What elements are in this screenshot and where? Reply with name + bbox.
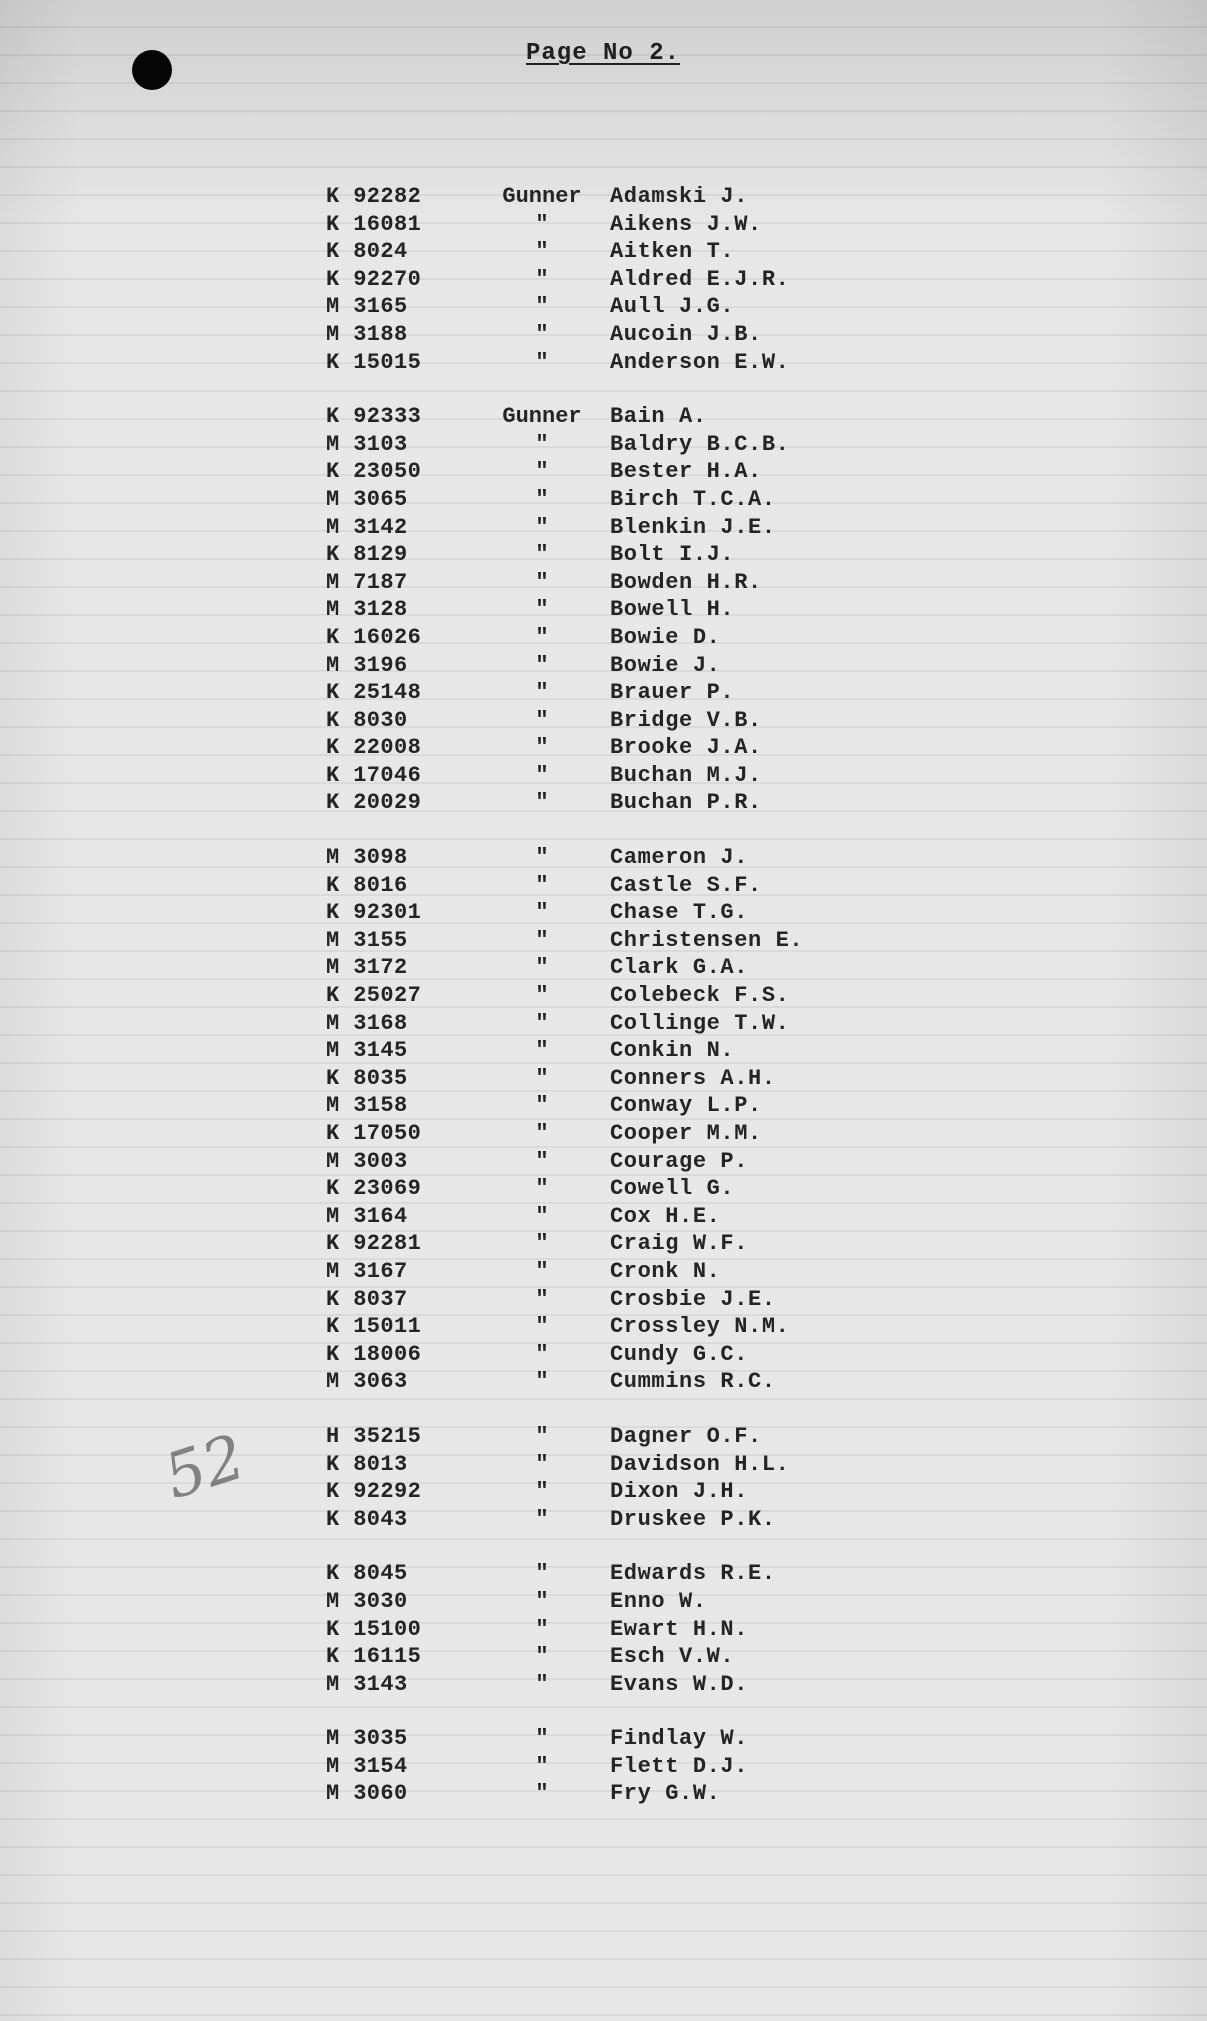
- person-name: Clark G.A.: [610, 955, 749, 981]
- roster-row: [326, 1065, 910, 1093]
- person-name: Buchan M.J.: [610, 762, 762, 788]
- service-number: K 16026: [326, 624, 422, 650]
- roster-row: [326, 982, 910, 1010]
- roster-row: [326, 1423, 910, 1451]
- roster-row: [326, 349, 910, 377]
- roster-row: [326, 1092, 910, 1120]
- roster-row: [326, 624, 910, 652]
- rank: ": [535, 597, 549, 623]
- roster-row: [326, 1313, 910, 1341]
- rank: ": [535, 762, 549, 788]
- rank: ": [535, 1671, 549, 1697]
- person-name: Bowden H.R.: [610, 569, 762, 595]
- service-number: M 3065: [326, 486, 408, 512]
- rank: ": [535, 321, 549, 347]
- rank: ": [535, 983, 549, 1009]
- rank: ": [535, 707, 549, 733]
- service-number: K 92270: [326, 266, 422, 292]
- roster-row: [326, 872, 910, 900]
- service-number: M 3143: [326, 1671, 408, 1697]
- roster-row: [326, 238, 910, 266]
- roster-row: [326, 1148, 910, 1176]
- service-number: K 8030: [326, 707, 408, 733]
- roster-row: [326, 1341, 910, 1369]
- rank: ": [535, 1258, 549, 1284]
- roster-row: [326, 1506, 910, 1534]
- rank: ": [535, 239, 549, 265]
- service-number: K 15011: [326, 1314, 422, 1340]
- punch-hole: [132, 50, 172, 90]
- rank: ": [535, 211, 549, 237]
- person-name: Anderson E.W.: [610, 349, 790, 375]
- roster-row: [326, 1368, 910, 1396]
- rank: ": [535, 1506, 549, 1532]
- service-number: K 17050: [326, 1121, 422, 1146]
- handwritten-margin-note: 52: [155, 1419, 254, 1514]
- rank: ": [535, 1561, 549, 1587]
- person-name: Aucoin J.B.: [610, 321, 762, 347]
- service-number: M 3158: [326, 1093, 408, 1119]
- person-name: Davidson H.L.: [610, 1451, 790, 1477]
- person-name: Flett D.J.: [610, 1753, 749, 1779]
- person-name: Chase T.G.: [610, 900, 749, 926]
- roster-row: [326, 403, 910, 431]
- rank: ": [535, 845, 549, 871]
- service-number: K 15100: [326, 1616, 422, 1642]
- roster-row: [326, 321, 910, 349]
- roster-row: [326, 1175, 910, 1203]
- service-number: M 3103: [326, 431, 408, 457]
- roster-row: [326, 734, 910, 762]
- rank: ": [535, 872, 549, 898]
- person-name: Craig W.F.: [610, 1231, 749, 1257]
- roster-row: [326, 1588, 910, 1616]
- roster-row: [326, 458, 910, 486]
- person-name: Cox H.E.: [610, 1203, 721, 1229]
- service-number: K 8024: [326, 239, 408, 265]
- page-title: Page No 2.: [526, 40, 681, 67]
- rank: ": [535, 431, 549, 457]
- person-name: Crossley N.M.: [610, 1314, 790, 1340]
- service-number: K 17046: [326, 762, 422, 788]
- person-name: Brauer P.: [610, 680, 735, 706]
- person-name: Conway L.P.: [610, 1093, 762, 1119]
- rank: ": [535, 735, 549, 761]
- rank: ": [535, 900, 549, 926]
- roster-row: [326, 183, 910, 211]
- rank: ": [535, 1286, 549, 1312]
- person-name: Enno W.: [610, 1588, 707, 1614]
- rank: ": [535, 1176, 549, 1202]
- person-name: Dagner O.F.: [610, 1423, 762, 1449]
- service-number: K 8035: [326, 1065, 408, 1091]
- service-number: M 3060: [326, 1781, 408, 1807]
- roster-row: [326, 1780, 910, 1808]
- rank: ": [535, 459, 549, 485]
- roster-row: [326, 1258, 910, 1286]
- service-number: K 8129: [326, 542, 408, 568]
- service-number: M 3142: [326, 514, 408, 540]
- rank: ": [535, 1203, 549, 1229]
- roster-row: [326, 1616, 910, 1644]
- rank: ": [535, 927, 549, 953]
- rank: ": [535, 1423, 549, 1449]
- roster-row: [326, 596, 910, 624]
- service-number: K 25027: [326, 983, 422, 1009]
- rank: ": [535, 955, 549, 981]
- rank: ": [535, 1341, 549, 1367]
- personnel-roster: [326, 183, 910, 1808]
- person-name: Christensen E.: [610, 927, 804, 953]
- person-name: Baldry B.C.B.: [610, 431, 790, 457]
- person-name: Cummins R.C.: [610, 1369, 776, 1395]
- rank: ": [535, 486, 549, 512]
- roster-row: [326, 211, 910, 239]
- rank: Gunner: [502, 184, 582, 209]
- service-number: K 25148: [326, 680, 422, 706]
- roster-row: [326, 1725, 910, 1753]
- person-name: Bowie D.: [610, 624, 721, 650]
- service-number: K 20029: [326, 790, 422, 816]
- rank: ": [535, 1644, 549, 1670]
- person-name: Aull J.G.: [610, 294, 735, 320]
- roster-row: [326, 1478, 910, 1506]
- service-number: M 3145: [326, 1038, 408, 1064]
- person-name: Aldred E.J.R.: [610, 266, 790, 292]
- service-number: K 15015: [326, 349, 422, 375]
- service-number: H 35215: [326, 1423, 422, 1449]
- service-number: K 23050: [326, 459, 422, 485]
- roster-row: [326, 266, 910, 294]
- person-name: Aitken T.: [610, 239, 735, 265]
- roster-row: [326, 844, 910, 872]
- rank: ": [535, 1231, 549, 1257]
- service-number: K 22008: [326, 735, 422, 761]
- service-number: K 8045: [326, 1561, 408, 1587]
- service-number: K 8016: [326, 872, 408, 898]
- service-number: M 3030: [326, 1588, 408, 1614]
- rank: ": [535, 1038, 549, 1064]
- roster-row: [326, 954, 910, 982]
- service-number: M 3003: [326, 1148, 408, 1174]
- service-number: K 23069: [326, 1176, 422, 1202]
- person-name: Bowell H.: [610, 597, 735, 623]
- service-number: K 16115: [326, 1644, 422, 1670]
- rank: ": [535, 1616, 549, 1642]
- person-name: Cooper M.M.: [610, 1121, 762, 1146]
- rank: ": [535, 542, 549, 568]
- roster-row: [326, 899, 910, 927]
- person-name: Conners A.H.: [610, 1065, 776, 1091]
- service-number: M 3196: [326, 652, 408, 678]
- service-number: M 3154: [326, 1753, 408, 1779]
- person-name: Findlay W.: [610, 1726, 749, 1752]
- person-name: Birch T.C.A.: [610, 486, 776, 512]
- roster-row: [326, 1643, 910, 1671]
- service-number: K 18006: [326, 1341, 422, 1367]
- person-name: Bridge V.B.: [610, 707, 762, 733]
- roster-row: [326, 1230, 910, 1258]
- person-name: Cronk N.: [610, 1258, 721, 1284]
- roster-row: [326, 293, 910, 321]
- rank: ": [535, 1369, 549, 1395]
- rank: ": [535, 1065, 549, 1091]
- roster-row: [326, 514, 910, 542]
- roster-row: [326, 679, 910, 707]
- service-number: M 7187: [326, 569, 408, 595]
- service-number: M 3188: [326, 321, 408, 347]
- person-name: Colebeck F.S.: [610, 983, 790, 1009]
- service-number: M 3155: [326, 927, 408, 953]
- rank: ": [535, 1451, 549, 1477]
- person-name: Cundy G.C.: [610, 1341, 749, 1367]
- service-number: M 3172: [326, 955, 408, 981]
- roster-row: [326, 569, 910, 597]
- service-number: M 3063: [326, 1369, 408, 1395]
- roster-row: [326, 1037, 910, 1065]
- roster-row: [326, 1010, 910, 1038]
- person-name: Adamski J.: [610, 184, 749, 209]
- rank: ": [535, 1588, 549, 1614]
- service-number: K 92281: [326, 1231, 422, 1257]
- roster-row: [326, 486, 910, 514]
- service-number: M 3164: [326, 1203, 408, 1229]
- person-name: Cameron J.: [610, 845, 749, 871]
- roster-row: [326, 431, 910, 459]
- person-name: Ewart H.N.: [610, 1616, 749, 1642]
- service-number: K 92282: [326, 184, 422, 209]
- person-name: Castle S.F.: [610, 872, 762, 898]
- service-number: M 3035: [326, 1726, 408, 1752]
- person-name: Brooke J.A.: [610, 735, 762, 761]
- service-number: M 3168: [326, 1010, 408, 1036]
- roster-row: [326, 541, 910, 569]
- person-name: Edwards R.E.: [610, 1561, 776, 1587]
- person-name: Conkin N.: [610, 1038, 735, 1064]
- service-number: M 3165: [326, 294, 408, 320]
- rank: ": [535, 266, 549, 292]
- person-name: Aikens J.W.: [610, 211, 762, 237]
- person-name: Bolt I.J.: [610, 542, 735, 568]
- rank: ": [535, 1314, 549, 1340]
- person-name: Courage P.: [610, 1148, 749, 1174]
- roster-row: [326, 1203, 910, 1231]
- service-number: K 16081: [326, 211, 422, 237]
- person-name: Druskee P.K.: [610, 1506, 776, 1532]
- rank: Gunner: [502, 404, 582, 430]
- rank: ": [535, 1753, 549, 1779]
- person-name: Buchan P.R.: [610, 790, 762, 816]
- service-number: M 3098: [326, 845, 408, 871]
- roster-row: [326, 1286, 910, 1314]
- rank: ": [535, 1121, 549, 1146]
- person-name: Fry G.W.: [610, 1781, 721, 1807]
- service-number: K 8037: [326, 1286, 408, 1312]
- roster-row: [326, 789, 910, 817]
- rank: ": [535, 349, 549, 375]
- roster-row: [326, 927, 910, 955]
- service-number: K 92333: [326, 404, 422, 430]
- rank: ": [535, 1148, 549, 1174]
- rank: ": [535, 790, 549, 816]
- rank: ": [535, 1781, 549, 1807]
- roster-row: [326, 1120, 910, 1148]
- roster-row: [326, 762, 910, 790]
- person-name: Crosbie J.E.: [610, 1286, 776, 1312]
- roster-row: [326, 707, 910, 735]
- person-name: Collinge T.W.: [610, 1010, 790, 1036]
- person-name: Bain A.: [610, 404, 707, 430]
- rank: ": [535, 680, 549, 706]
- rank: ": [535, 294, 549, 320]
- service-number: K 92292: [326, 1479, 422, 1505]
- roster-row: [326, 1671, 910, 1699]
- rank: ": [535, 569, 549, 595]
- rank: ": [535, 1479, 549, 1505]
- person-name: Blenkin J.E.: [610, 514, 776, 540]
- rank: ": [535, 624, 549, 650]
- service-number: M 3167: [326, 1258, 408, 1284]
- person-name: Bowie J.: [610, 652, 721, 678]
- person-name: Esch V.W.: [610, 1644, 735, 1670]
- rank: ": [535, 1726, 549, 1752]
- roster-row: [326, 1753, 910, 1781]
- service-number: K 8043: [326, 1506, 408, 1532]
- service-number: M 3128: [326, 597, 408, 623]
- service-number: K 92301: [326, 900, 422, 926]
- person-name: Cowell G.: [610, 1176, 735, 1202]
- rank: ": [535, 652, 549, 678]
- person-name: Evans W.D.: [610, 1671, 749, 1697]
- person-name: Dixon J.H.: [610, 1479, 749, 1505]
- roster-row: [326, 1560, 910, 1588]
- roster-row: [326, 1451, 910, 1479]
- rank: ": [535, 1010, 549, 1036]
- rank: ": [535, 514, 549, 540]
- service-number: K 8013: [326, 1451, 408, 1477]
- roster-row: [326, 652, 910, 680]
- rank: ": [535, 1093, 549, 1119]
- person-name: Bester H.A.: [610, 459, 762, 485]
